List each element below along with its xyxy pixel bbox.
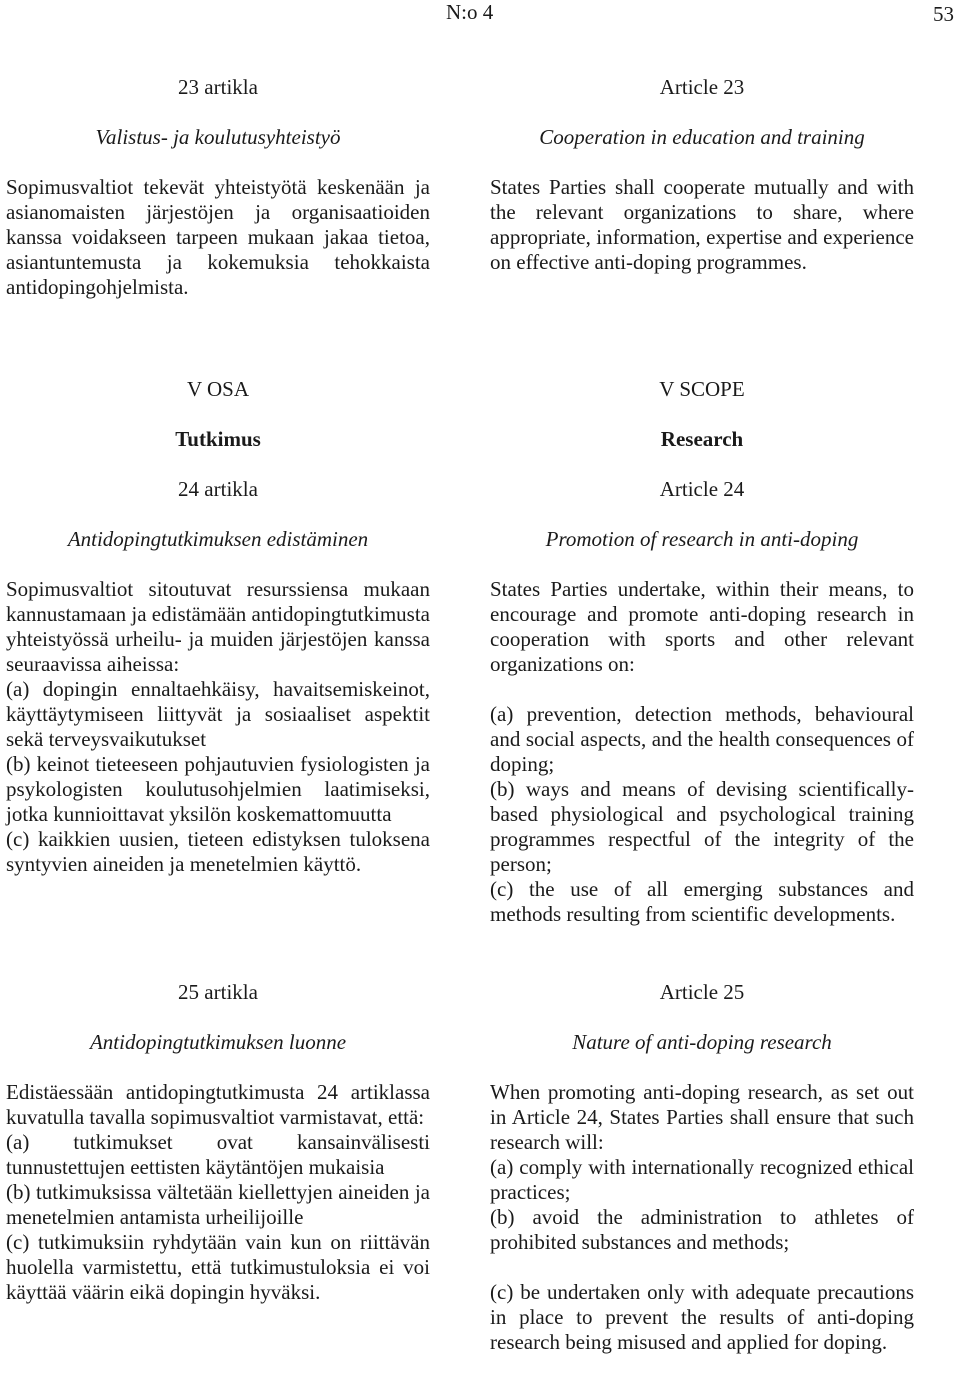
article-23-title-en: Article 23	[659, 75, 745, 99]
article-25-intro-en: When promoting anti-doping research, as set out in Article 24, States Parties shall ensure that such research will:	[490, 1080, 914, 1154]
article-24-title-fi: 24 artikla	[178, 477, 258, 501]
article-24-item-c-en: (c) the use of all emerging substances and methods resulting from scientific developments.	[490, 877, 914, 926]
article-23-heading-fi: Valistus- ja koulutusyhteistyö	[95, 125, 341, 149]
article-25-heading-fi: Antidopingtutkimuksen luonne	[89, 1030, 347, 1054]
article-24-item-a-fi: (a) dopingin ennaltaehkäisy, havaitsemiskeinot, käyttäytymiseen liittyvät ja sosiaaliset aspektit sekä terveysvaikutukset	[6, 677, 430, 751]
article-24-intro-en: States Parties undertake, within their means, to encourage and promote anti-doping research in cooperation with sports and other relevant organizations on:	[490, 577, 914, 676]
article-25-title-fi: 25 artikla	[178, 980, 258, 1004]
part-title-en: Research	[660, 427, 744, 451]
article-25-item-a-fi: (a) tutkimukset ovat kansainvälisesti tunnustettujen eettisten käytäntöjen mukaisia	[6, 1130, 430, 1179]
article-24-heading-en: Promotion of research in anti-doping	[545, 527, 859, 551]
article-25-item-b-en: (b) avoid the administration to athletes of prohibited substances and methods;	[490, 1205, 914, 1254]
article-25-item-a-en: (a) comply with internationally recognized ethical practices;	[490, 1155, 914, 1204]
article-24-item-b-fi: (b) keinot tieteeseen pohjautuvien fysiologisten ja psykologisten koulutusohjelmien laatimiseksi, jotka kunnioittavat yksilön koskemattomuutta	[6, 752, 430, 826]
issue-number: N:o 4	[446, 0, 494, 24]
article-24-item-c-fi: (c) kaikkien uusien, tieteen edistyksen tuloksena syntyvien aineiden ja menetelmien käyttö.	[6, 827, 430, 876]
article-23-title-fi: 23 artikla	[178, 75, 258, 99]
article-25-item-b-fi: (b) tutkimuksissa vältetään kiellettyjen aineiden ja menetelmien antamista urheilijoille	[6, 1180, 430, 1229]
part-title-fi: Tutkimus	[175, 427, 261, 451]
article-25-title-en: Article 25	[659, 980, 745, 1004]
article-25-item-c-en: (c) be undertaken only with adequate precautions in place to prevent the results of anti-doping research being misused and applied for doping.	[490, 1280, 914, 1354]
article-24-intro-fi: Sopimusvaltiot sitoutuvat resurssiensa mukaan kannustamaan ja edistämään antidopingtutkimusta yhteistyössä urheilu- ja muiden järjestöjen kanssa seuraavissa aiheissa:	[6, 577, 430, 676]
article-23-text-fi: Sopimusvaltiot tekevät yhteistyötä keskenään ja asianomaisten järjestöjen ja organisaatioiden kanssa voidakseen tarpeen mukaan jakaa tietoa, asiantuntemusta ja kokemuksia tehokkaista antidopingohjelmista.	[6, 175, 430, 299]
page-number: 53	[933, 2, 954, 26]
article-24-item-b-en: (b) ways and means of devising scientifically-based physiological and psychological training programmes respectful of the integrity of the person;	[490, 777, 914, 876]
article-23-heading-en: Cooperation in education and training	[539, 125, 865, 149]
article-25-heading-en: Nature of anti-doping research	[572, 1030, 832, 1054]
article-23-text-en: States Parties shall cooperate mutually and with the relevant organizations to share, where appropriate, information, expertise and experience on effective anti-doping programmes.	[490, 175, 914, 274]
part-number-en: V SCOPE	[659, 377, 745, 401]
article-24-title-en: Article 24	[659, 477, 745, 501]
article-24-item-a-en: (a) prevention, detection methods, behavioural and social aspects, and the health consequences of doping;	[490, 702, 914, 776]
part-number-fi: V OSA	[186, 377, 250, 401]
article-25-intro-fi: Edistäessään antidopingtutkimusta 24 artiklassa kuvatulla tavalla sopimusvaltiot varmistavat, että:	[6, 1080, 430, 1129]
article-24-heading-fi: Antidopingtutkimuksen edistäminen	[67, 527, 369, 551]
article-25-item-c-fi: (c) tutkimuksiin ryhdytään vain kun on riittävän huolella varmistettu, että tutkimustuloksia ei voi käyttää väärin eikä dopingin hyväksi.	[6, 1230, 430, 1304]
